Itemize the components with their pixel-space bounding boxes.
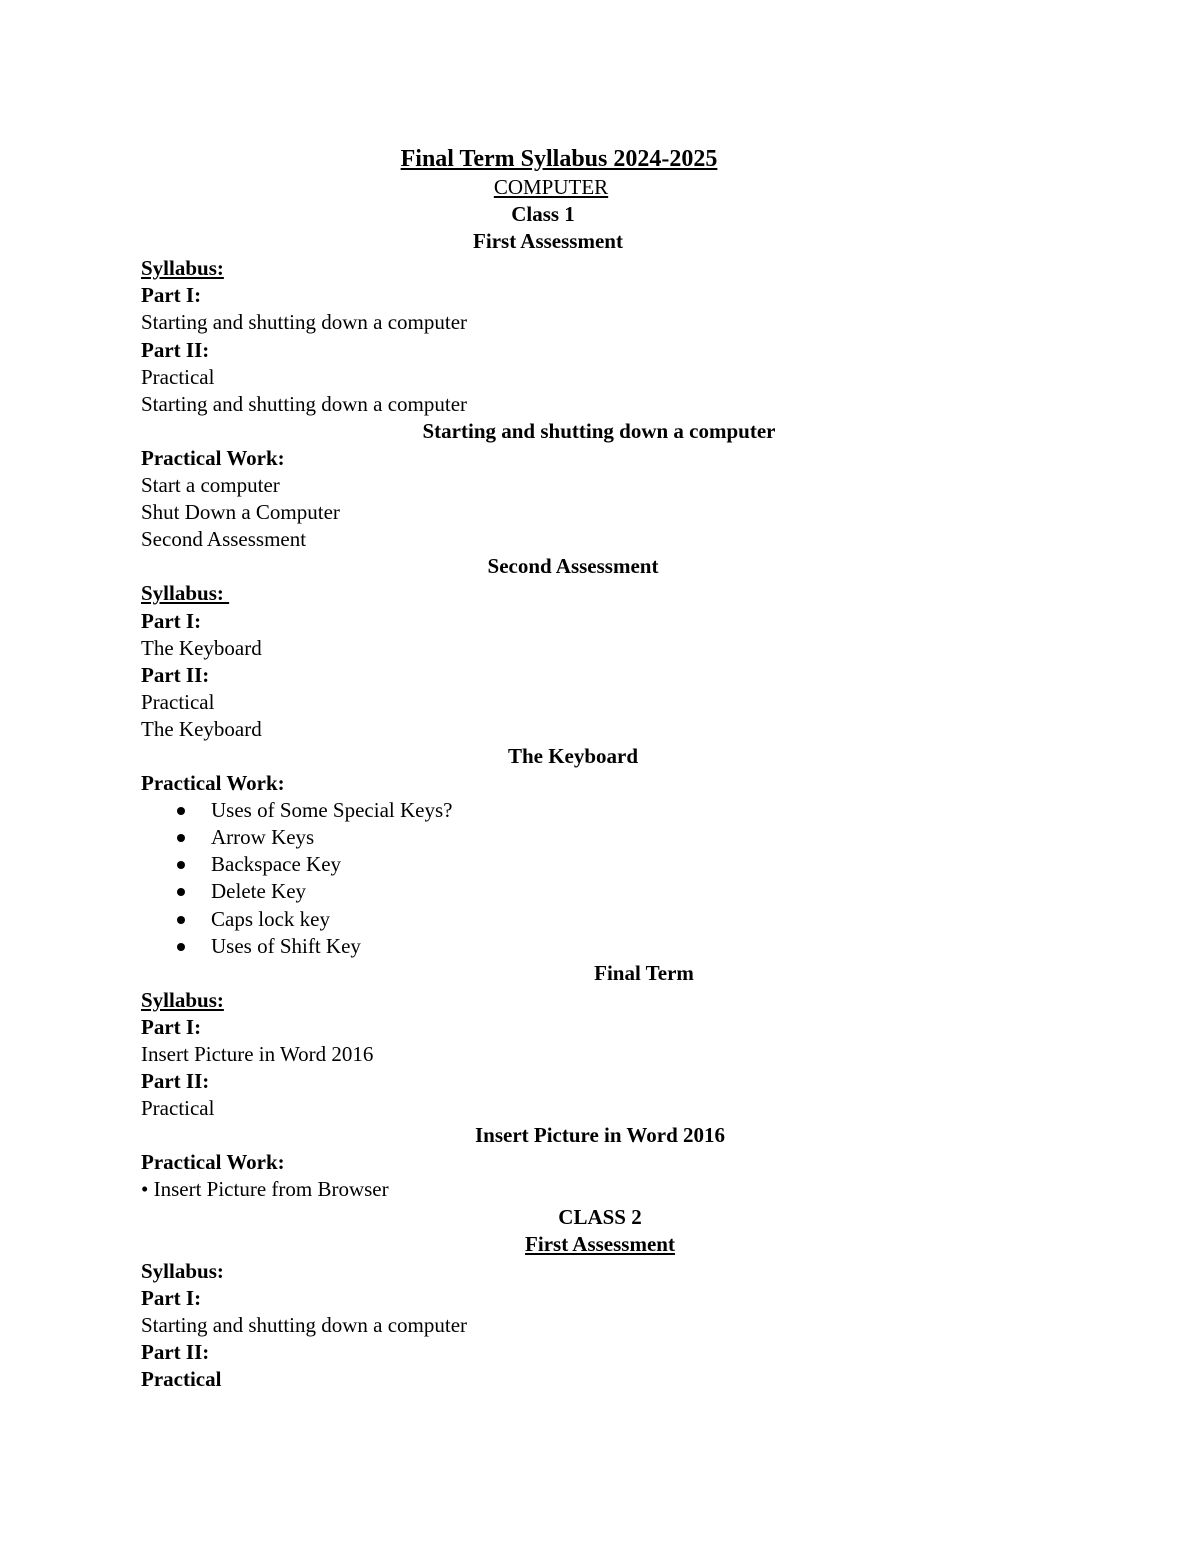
c1-final-part1-text: Insert Picture in Word 2016	[141, 1042, 374, 1066]
c1-first-part1-label: Part I:	[141, 283, 202, 308]
class1-line	[141, 201, 1061, 228]
c1-first-part2-label: Part II:	[141, 337, 210, 362]
c1-final-heading: Final Term	[594, 960, 694, 985]
c1-second-topic-line	[141, 743, 1061, 770]
c1-final-practical-label: Practical Work:	[141, 1150, 285, 1175]
list-item: Uses of Shift Key	[141, 933, 1061, 960]
c1-first-practical-item: Start a computer	[141, 473, 280, 498]
c1-second-heading: Second Assessment	[487, 554, 659, 579]
c1-first-part2-topic: Starting and shutting down a computer	[141, 391, 468, 416]
c2-first-part2-label: Part II:	[141, 1340, 210, 1365]
c1-second-bullet-list	[141, 797, 1061, 960]
doc-title: Final Term Syllabus 2024-2025	[400, 146, 718, 172]
c2-first-line	[141, 1231, 1061, 1258]
c1-final-line	[141, 960, 1061, 987]
c1-second-part2-label: Part II:	[141, 662, 210, 687]
c2-first-syllabus-label: Syllabus:	[141, 1258, 224, 1283]
c1-first-part1-text: Starting and shutting down a computer	[141, 310, 468, 335]
c2-first-heading: First Assessment	[525, 1231, 675, 1256]
c1-final-part1-label: Part I:	[141, 1014, 202, 1039]
c1-second-part2-topic: The Keyboard	[141, 716, 262, 741]
list-item: Delete Key	[141, 878, 1061, 905]
c1-first-practical-item: Second Assessment	[141, 527, 307, 552]
c1-first-topic-heading: Starting and shutting down a computer	[422, 418, 776, 443]
c1-first-heading: First Assessment	[473, 229, 623, 254]
c1-second-practical-label: Practical Work:	[141, 771, 285, 796]
c1-first-practical-item: Shut Down a Computer	[141, 500, 340, 525]
c1-first-line	[141, 228, 1061, 255]
c2-first-part1-label: Part I:	[141, 1285, 202, 1310]
c2-first-part2-text: Practical	[141, 1367, 222, 1392]
class2-line	[141, 1204, 1061, 1231]
list-item: Uses of Some Special Keys?	[141, 797, 1061, 824]
class2-heading: CLASS 2	[558, 1204, 642, 1229]
c1-first-practical-label: Practical Work:	[141, 445, 285, 470]
c1-first-topic-line	[141, 418, 1061, 445]
list-item: Arrow Keys	[141, 824, 1061, 851]
subject-line	[141, 174, 1061, 201]
c1-final-part2-label: Part II:	[141, 1069, 210, 1094]
c1-final-practical-item: • Insert Picture from Browser	[141, 1177, 389, 1202]
c1-second-part2-text: Practical	[141, 689, 215, 714]
title-line	[141, 144, 1061, 174]
c1-second-topic-heading: The Keyboard	[507, 743, 639, 768]
c1-first-part2-text: Practical	[141, 364, 215, 389]
c1-second-line	[141, 553, 1061, 580]
c1-second-part1-text: The Keyboard	[141, 635, 262, 660]
c1-final-syllabus-label: Syllabus:	[141, 987, 224, 1012]
c1-first-syllabus-label: Syllabus:	[141, 256, 224, 281]
document-body	[141, 144, 1061, 1393]
class1-heading: Class 1	[511, 202, 575, 227]
doc-subject: COMPUTER	[493, 175, 609, 199]
c1-second-syllabus-label: Syllabus:	[141, 581, 230, 606]
c2-first-part1-text: Starting and shutting down a computer	[141, 1312, 468, 1337]
c1-final-topic-line	[141, 1122, 1061, 1149]
c1-final-part2-text: Practical	[141, 1096, 215, 1121]
list-item: Backspace Key	[141, 851, 1061, 878]
c1-second-part1-label: Part I:	[141, 608, 202, 633]
list-item: Caps lock key	[141, 906, 1061, 933]
c1-final-topic-heading: Insert Picture in Word 2016	[474, 1123, 726, 1148]
